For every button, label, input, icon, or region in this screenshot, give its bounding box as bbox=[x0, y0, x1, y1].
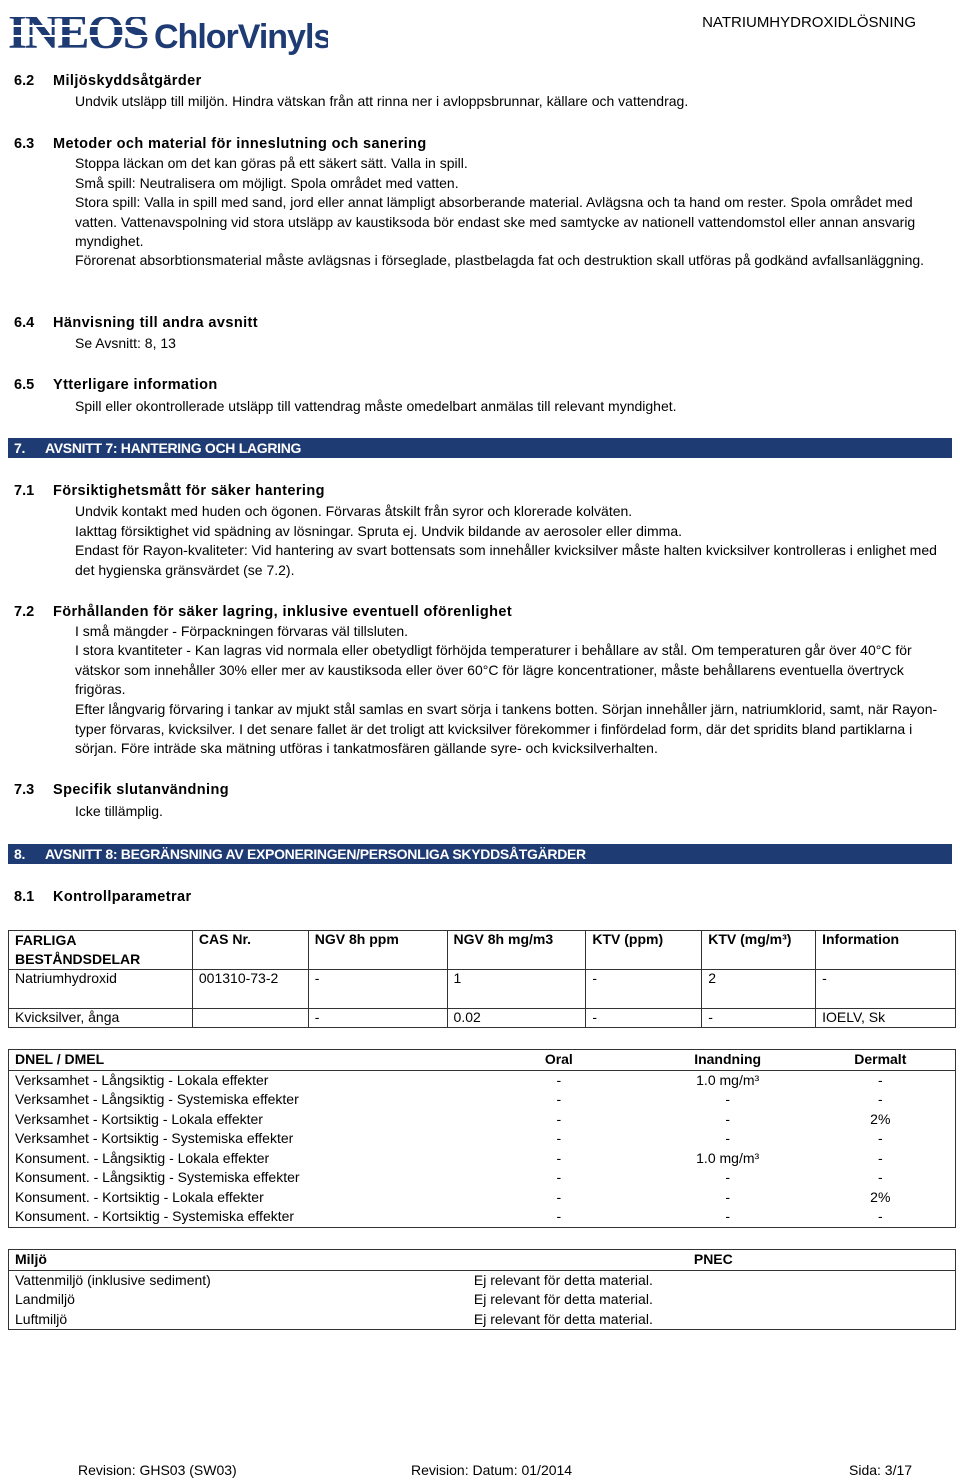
table-cell: - bbox=[308, 1009, 447, 1028]
table-cell: 0.02 bbox=[447, 1009, 586, 1028]
table-cell: 1 bbox=[447, 970, 586, 1009]
table-cell: - bbox=[877, 1169, 883, 1185]
column-header: NGV 8h mg/m3 bbox=[447, 931, 586, 970]
table-cell: - bbox=[877, 1149, 883, 1166]
table-cell: Vattenmiljö (inklusive sediment) bbox=[15, 1271, 211, 1288]
column-header: NGV 8h ppm bbox=[308, 931, 447, 970]
bar-title: AVSNITT 7: HANTERING OCH LAGRING bbox=[45, 440, 302, 456]
table-row bbox=[9, 1188, 956, 1208]
footer-revision: Revision: GHS03 (SW03) bbox=[78, 1462, 237, 1478]
column-header: KTV (ppm) bbox=[586, 931, 702, 970]
table-cell: - bbox=[877, 1208, 883, 1224]
section-title: Specifik slutanvändning bbox=[53, 782, 229, 798]
table-cell: Ej relevant för detta material. bbox=[473, 1271, 653, 1288]
table-cell: Konsument. - Kortsiktig - Lokala effekter bbox=[15, 1188, 264, 1205]
bar-number: 8. bbox=[14, 846, 26, 862]
table-cell bbox=[192, 1009, 308, 1028]
bar-title: AVSNITT 8: BEGRÄNSNING AV EXPONERINGEN/PERSONLIGA SKYDDSÅTGÄRDER bbox=[45, 846, 586, 862]
section-text: Stora spill: Valla in spill med sand, jord eller annat lämpligt absorberande material. Avlägsna och ta hand om rester. Spola området med vatten. Vattenavspolning vid stora utsläpp av kaustiksoda bör endast ske med samtycke av nationell vattendomstol eller annan ansvarig myndighet. bbox=[75, 194, 916, 249]
table-header-row bbox=[9, 931, 956, 970]
table-cell: - bbox=[586, 1009, 702, 1028]
section-title: Förhållanden för säker lagring, inklusive eventuell oförenlighet bbox=[53, 604, 513, 620]
section-bar-8 bbox=[8, 844, 952, 864]
table-cell: Verksamhet - Långsiktig - Systemiska effekter bbox=[15, 1091, 299, 1107]
table-cell: - bbox=[556, 1071, 562, 1088]
table-row bbox=[9, 1207, 956, 1227]
section-text: Undvik utsläpp till miljön. Hindra vätskan från att rinna ner i avloppsbrunnar, källare och vattendrag. bbox=[75, 93, 689, 109]
limits-table bbox=[8, 930, 956, 1028]
section-number: 7.1 bbox=[14, 483, 35, 499]
table-cell: - bbox=[816, 970, 956, 1009]
table-cell: Ej relevant för detta material. bbox=[473, 1291, 653, 1307]
section-number: 7.3 bbox=[14, 782, 35, 798]
section-text: Stoppa läckan om det kan göras på ett säkert sätt. Valla in spill. bbox=[75, 155, 468, 171]
section-text: I små mängder - Förpackningen förvaras väl tillsluten. bbox=[75, 623, 409, 639]
table-cell: - bbox=[556, 1149, 562, 1166]
dnel-table bbox=[8, 1049, 956, 1228]
table-cell: 2% bbox=[870, 1188, 891, 1205]
table-row bbox=[9, 1110, 956, 1130]
section-number: 6.4 bbox=[14, 315, 35, 331]
section-number: 8.1 bbox=[14, 889, 35, 905]
table-cell: - bbox=[556, 1130, 562, 1146]
table-cell: Konsument. - Kortsiktig - Systemiska effekter bbox=[15, 1208, 295, 1224]
section-title: Hänvisning till andra avsnitt bbox=[53, 315, 258, 331]
table-row bbox=[9, 1090, 956, 1110]
section-text: Spill eller okontrollerade utsläpp till vattendrag måste omedelbart anmälas till relevant myndighet. bbox=[75, 398, 677, 414]
table-cell: - bbox=[556, 1110, 562, 1127]
table-row bbox=[9, 1129, 956, 1149]
table-cell: - bbox=[556, 1208, 562, 1224]
section-title: Metoder och material för inneslutning och sanering bbox=[53, 136, 427, 152]
table-cell: Konsument. - Långsiktig - Lokala effekter bbox=[15, 1149, 270, 1166]
table-cell: - bbox=[556, 1169, 562, 1185]
table-cell: - bbox=[725, 1130, 730, 1146]
table-cell: - bbox=[725, 1169, 730, 1185]
document-title: NATRIUMHYDROXIDLÖSNING bbox=[702, 14, 916, 31]
section-title: Ytterligare information bbox=[53, 377, 218, 393]
section-text: Se Avsnitt: 8, 13 bbox=[75, 335, 176, 351]
section-number: 7.2 bbox=[14, 604, 35, 620]
section-bar-7 bbox=[8, 438, 952, 458]
footer-revision-date: Revision: Datum: 01/2014 bbox=[411, 1462, 573, 1478]
section-title: Miljöskyddsåtgärder bbox=[53, 73, 202, 89]
column-header: Dermalt bbox=[806, 1050, 956, 1071]
logo-wordmark-ineos: INEOS bbox=[8, 6, 148, 59]
column-header: Miljö bbox=[9, 1250, 468, 1271]
table-cell: 1.0 mg/m³ bbox=[696, 1071, 760, 1088]
section-number: 6.2 bbox=[14, 73, 35, 89]
section-text: Små spill: Neutralisera om möjligt. Spola området med vatten. bbox=[75, 175, 459, 191]
table-row bbox=[9, 1149, 956, 1169]
table-cell: Natriumhydroxid bbox=[9, 970, 193, 1009]
column-header: KTV (mg/m³) bbox=[702, 931, 816, 970]
table-cell: - bbox=[586, 970, 702, 1009]
column-header: FARLIGA BESTÅNDSDELAR bbox=[9, 931, 193, 970]
table-cell: - bbox=[877, 1091, 883, 1107]
column-header bbox=[468, 1250, 956, 1271]
table-cell: - bbox=[877, 1071, 883, 1088]
section-text: Efter långvarig förvaring i tankar av mjukt stål samlas en svart sörja i tankens botten. Sörjan innehåller järn, natriumklorid, samt, när Rayon-typer förvaras, kvicksilver. I det senare fallet är det troligt att kvicksilver förekommer i finfördelad form, där det spridits bland partiklarna i sörjan. Före inträde ska mätning utföras i tankatmosfären gällande syre- och kvicksilverhalten. bbox=[75, 701, 938, 756]
table-cell: - bbox=[725, 1208, 730, 1224]
table-row bbox=[9, 1290, 956, 1310]
table-row bbox=[9, 1168, 956, 1188]
table-cell: - bbox=[725, 1188, 730, 1205]
bar-number: 7. bbox=[14, 440, 26, 456]
table-cell: - bbox=[556, 1188, 562, 1205]
table-cell: - bbox=[725, 1110, 730, 1127]
section-title: Försiktighetsmått för säker hantering bbox=[53, 483, 325, 499]
section-title: Kontrollparametrar bbox=[53, 889, 192, 905]
table-cell: Verksamhet - Kortsiktig - Lokala effekter bbox=[15, 1110, 263, 1127]
section-text: Iakttag försiktighet vid spädning av lösningar. Spruta ej. Undvik bildande av aerosoler eller dimma. bbox=[75, 523, 682, 539]
table-cell: - bbox=[556, 1091, 562, 1107]
table-header-row bbox=[9, 1050, 956, 1071]
column-header: DNEL / DMEL bbox=[9, 1050, 468, 1071]
table-cell: Luftmiljö bbox=[15, 1310, 68, 1327]
table-cell: Kvicksilver, ånga bbox=[9, 1009, 193, 1028]
section-text: Förorenat absorbtionsmaterial måste avlägsnas i förseglade, plastbelagda fat och destruktion skall utföras på godkänd avfallsanläggning. bbox=[75, 252, 925, 268]
table-cell: Landmiljö bbox=[15, 1291, 75, 1307]
table-cell: - bbox=[725, 1091, 730, 1107]
section-text: Endast för Rayon-kvaliteter: Vid hantering av svart bottensats som innehåller kvicksilver måste halten kvicksilver kontrolleras i enlighet med det hygienska gränsvärdet (se 7.2). bbox=[75, 542, 937, 578]
section-text: I stora kvantiteter - Kan lagras vid normala eller obetydligt förhöjda temperaturer i behållare av stål. Om temperaturen går över 40°C för vätskor som innehåller 30% eller mer av kaustiksoda eller över 60°C för lägre koncentrationer, måste behållarens eventuella övertryck frigöras. bbox=[75, 642, 912, 697]
table-cell: IOELV, Sk bbox=[816, 1009, 956, 1028]
column-header: Oral bbox=[468, 1050, 650, 1071]
section-number: 6.5 bbox=[14, 377, 35, 393]
table-header-row bbox=[9, 1250, 956, 1271]
table-cell: - bbox=[308, 970, 447, 1009]
section-text: Undvik kontakt med huden och ögonen. Förvaras åtskilt från syror och klorerade kolväten. bbox=[75, 503, 633, 519]
table-row bbox=[9, 1310, 956, 1330]
table-cell: Verksamhet - Kortsiktig - Systemiska effekter bbox=[15, 1130, 294, 1146]
section-text: Icke tillämplig. bbox=[75, 803, 163, 819]
table-cell: 2 bbox=[702, 970, 816, 1009]
section-number: 6.3 bbox=[14, 136, 35, 152]
table-row bbox=[9, 970, 956, 1009]
table-cell: Ej relevant för detta material. bbox=[473, 1310, 653, 1327]
table-cell: 2% bbox=[870, 1110, 891, 1127]
table-cell: Konsument. - Långsiktig - Systemiska effekter bbox=[15, 1169, 300, 1185]
logo-wordmark-chlorvinyls: ChlorVinyls bbox=[154, 18, 328, 56]
column-header: Information bbox=[816, 931, 956, 970]
table-cell: Verksamhet - Långsiktig - Lokala effekter bbox=[15, 1071, 269, 1088]
column-header: CAS Nr. bbox=[192, 931, 308, 970]
footer-page-number: Sida: 3/17 bbox=[849, 1462, 913, 1478]
table-cell: 001310-73-2 bbox=[192, 970, 308, 1009]
table-row bbox=[9, 1270, 956, 1290]
column-header: Inandning bbox=[650, 1050, 806, 1071]
pnec-table bbox=[8, 1249, 956, 1330]
table-row bbox=[9, 1070, 956, 1090]
table-cell: - bbox=[702, 1009, 816, 1028]
company-logo bbox=[8, 4, 328, 60]
table-cell: 1.0 mg/m³ bbox=[696, 1149, 760, 1166]
pnec-header-label: PNEC bbox=[693, 1251, 733, 1267]
table-row bbox=[9, 1009, 956, 1028]
table-cell: - bbox=[877, 1130, 883, 1146]
